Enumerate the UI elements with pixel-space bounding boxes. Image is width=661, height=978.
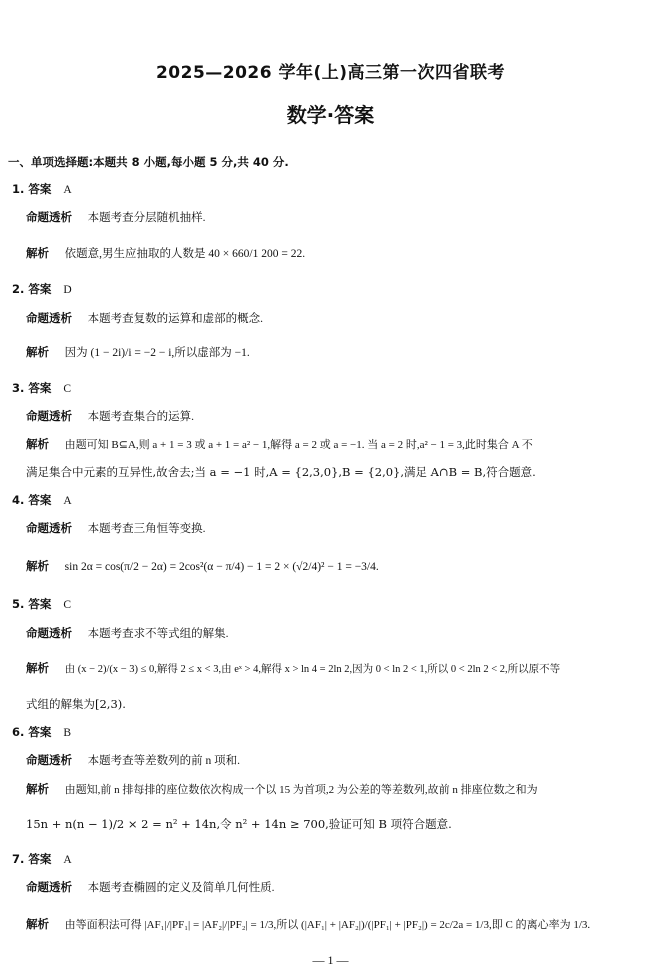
answer-value: A <box>63 184 72 196</box>
analysis-label: 解析 <box>26 559 49 573</box>
analysis-line-2 <box>26 344 250 360</box>
analysis-label: 解析 <box>26 782 49 796</box>
analysis-continuation-6: 15n + n(n − 1)/2 × 2 = n² + 14n,令 n² + 14n ≥ 700,验证可知 B 项符合题意. <box>26 817 452 831</box>
analysis-line-5 <box>26 660 560 676</box>
analysis-label: 解析 <box>26 246 49 260</box>
analysis-line-7 <box>26 916 590 932</box>
analysis-line-1 <box>26 245 305 261</box>
answer-line-5 <box>12 596 71 612</box>
document-subtitle: 数学·答案 <box>286 103 375 127</box>
insight-line-4 <box>26 520 206 536</box>
insight-line-3 <box>26 408 194 424</box>
analysis-continuation-3: 满足集合中元素的互异性,故舍去;当 a = −1 时,A = {2,3,0},B = {2,0},满足 A∩B = B,符合题意. <box>26 465 536 479</box>
answer-value: A <box>63 495 72 507</box>
answer-value: B <box>63 727 72 739</box>
analysis-text: 由 (x − 2)/(x − 3) ≤ 0,解得 2 ≤ x < 3,由 eˣ > 4,解得 x > ln 4 = 2ln 2,因为 0 < ln 2 < 1,所以 0 < 2ln 2 < 2,所以原不等 <box>64 664 561 675</box>
insight-label: 命题透析 <box>26 521 72 535</box>
question-number: 6. <box>12 725 25 739</box>
analysis-line-3 <box>26 436 533 452</box>
analysis-label: 解析 <box>26 437 49 451</box>
insight-text: 本题考查求不等式组的解集. <box>87 628 229 640</box>
answer-label: 答案 <box>28 282 52 296</box>
analysis-label: 解析 <box>26 345 49 359</box>
analysis-line-6 <box>26 781 538 797</box>
answer-value: A <box>63 854 72 866</box>
insight-line-5 <box>26 625 229 641</box>
insight-label: 命题透析 <box>26 409 72 423</box>
insight-label: 命题透析 <box>26 311 72 325</box>
answer-value: C <box>63 383 72 395</box>
answer-line-4 <box>12 492 72 508</box>
insight-text: 本题考查椭圆的定义及简单几何性质. <box>87 882 275 894</box>
insight-text: 本题考查复数的运算和虚部的概念. <box>87 313 264 325</box>
analysis-continuation-5: 式组的解集为[2,3). <box>26 697 126 711</box>
answer-label: 答案 <box>28 182 52 196</box>
answer-line-7 <box>12 851 72 867</box>
answer-label: 答案 <box>28 597 52 611</box>
answer-value: C <box>63 599 72 611</box>
question-number: 4. <box>12 493 25 507</box>
insight-text: 本题考查等差数列的前 n 项和. <box>87 755 241 767</box>
answer-value: D <box>63 284 72 296</box>
insight-label: 命题透析 <box>26 880 72 894</box>
question-number: 5. <box>12 597 25 611</box>
insight-line-7 <box>26 879 275 895</box>
question-number: 3. <box>12 381 25 395</box>
document-title: 2025—2026 学年(上)高三第一次四省联考 <box>155 63 506 83</box>
analysis-label: 解析 <box>26 917 49 931</box>
answer-label: 答案 <box>28 852 52 866</box>
insight-line-1 <box>26 209 206 225</box>
answer-line-3 <box>12 380 71 396</box>
answer-line-2 <box>12 281 72 297</box>
analysis-text: 由等面积法可得 |AF₁|/|PF₁| = |AF₂|/|PF₂| = 1/3,所以 (|AF₁| + |AF₂|)/(|PF₁| + |PF₂|) = 2c/2a = 1/3,即 C 的离心率为 1/3. <box>64 919 591 931</box>
analysis-text: 依题意,男生应抽取的人数是 40 × 660/1 200 = 22. <box>64 248 306 260</box>
insight-text: 本题考查集合的运算. <box>87 411 195 423</box>
insight-line-6 <box>26 752 240 768</box>
question-number: 1. <box>12 182 25 196</box>
analysis-line-4 <box>26 558 379 574</box>
answer-line-6 <box>12 724 71 740</box>
section-heading: 一、单项选择题:本题共 8 小题,每小题 5 分,共 40 分. <box>8 155 289 169</box>
answer-label: 答案 <box>28 493 52 507</box>
analysis-text: sin 2α = cos(π/2 − 2α) = 2cos²(α − π/4) − 1 = 2 × (√2/4)² − 1 = −3/4. <box>64 561 379 573</box>
analysis-label: 解析 <box>26 661 49 675</box>
question-number: 2. <box>12 282 25 296</box>
analysis-text: 因为 (1 − 2i)/i = −2 − i,所以虚部为 −1. <box>64 347 250 359</box>
insight-text: 本题考查分层随机抽样. <box>87 212 206 224</box>
question-number: 7. <box>12 852 25 866</box>
insight-line-2 <box>26 310 263 326</box>
answer-line-1 <box>12 181 72 197</box>
analysis-text: 由题可知 B⊆A,则 a + 1 = 3 或 a + 1 = a² − 1,解得 a = 2 或 a = −1. 当 a = 2 时,a² − 1 = 3,此时集合 A 不 <box>64 439 533 451</box>
insight-label: 命题透析 <box>26 210 72 224</box>
answer-label: 答案 <box>28 381 52 395</box>
page-number: — 1 — <box>312 953 349 967</box>
answer-label: 答案 <box>28 725 52 739</box>
insight-label: 命题透析 <box>26 626 72 640</box>
analysis-text: 由题知,前 n 排每排的座位数依次构成一个以 15 为首项,2 为公差的等差数列,故前 n 排座位数之和为 <box>64 784 538 796</box>
insight-label: 命题透析 <box>26 753 72 767</box>
insight-text: 本题考查三角恒等变换. <box>87 523 206 535</box>
